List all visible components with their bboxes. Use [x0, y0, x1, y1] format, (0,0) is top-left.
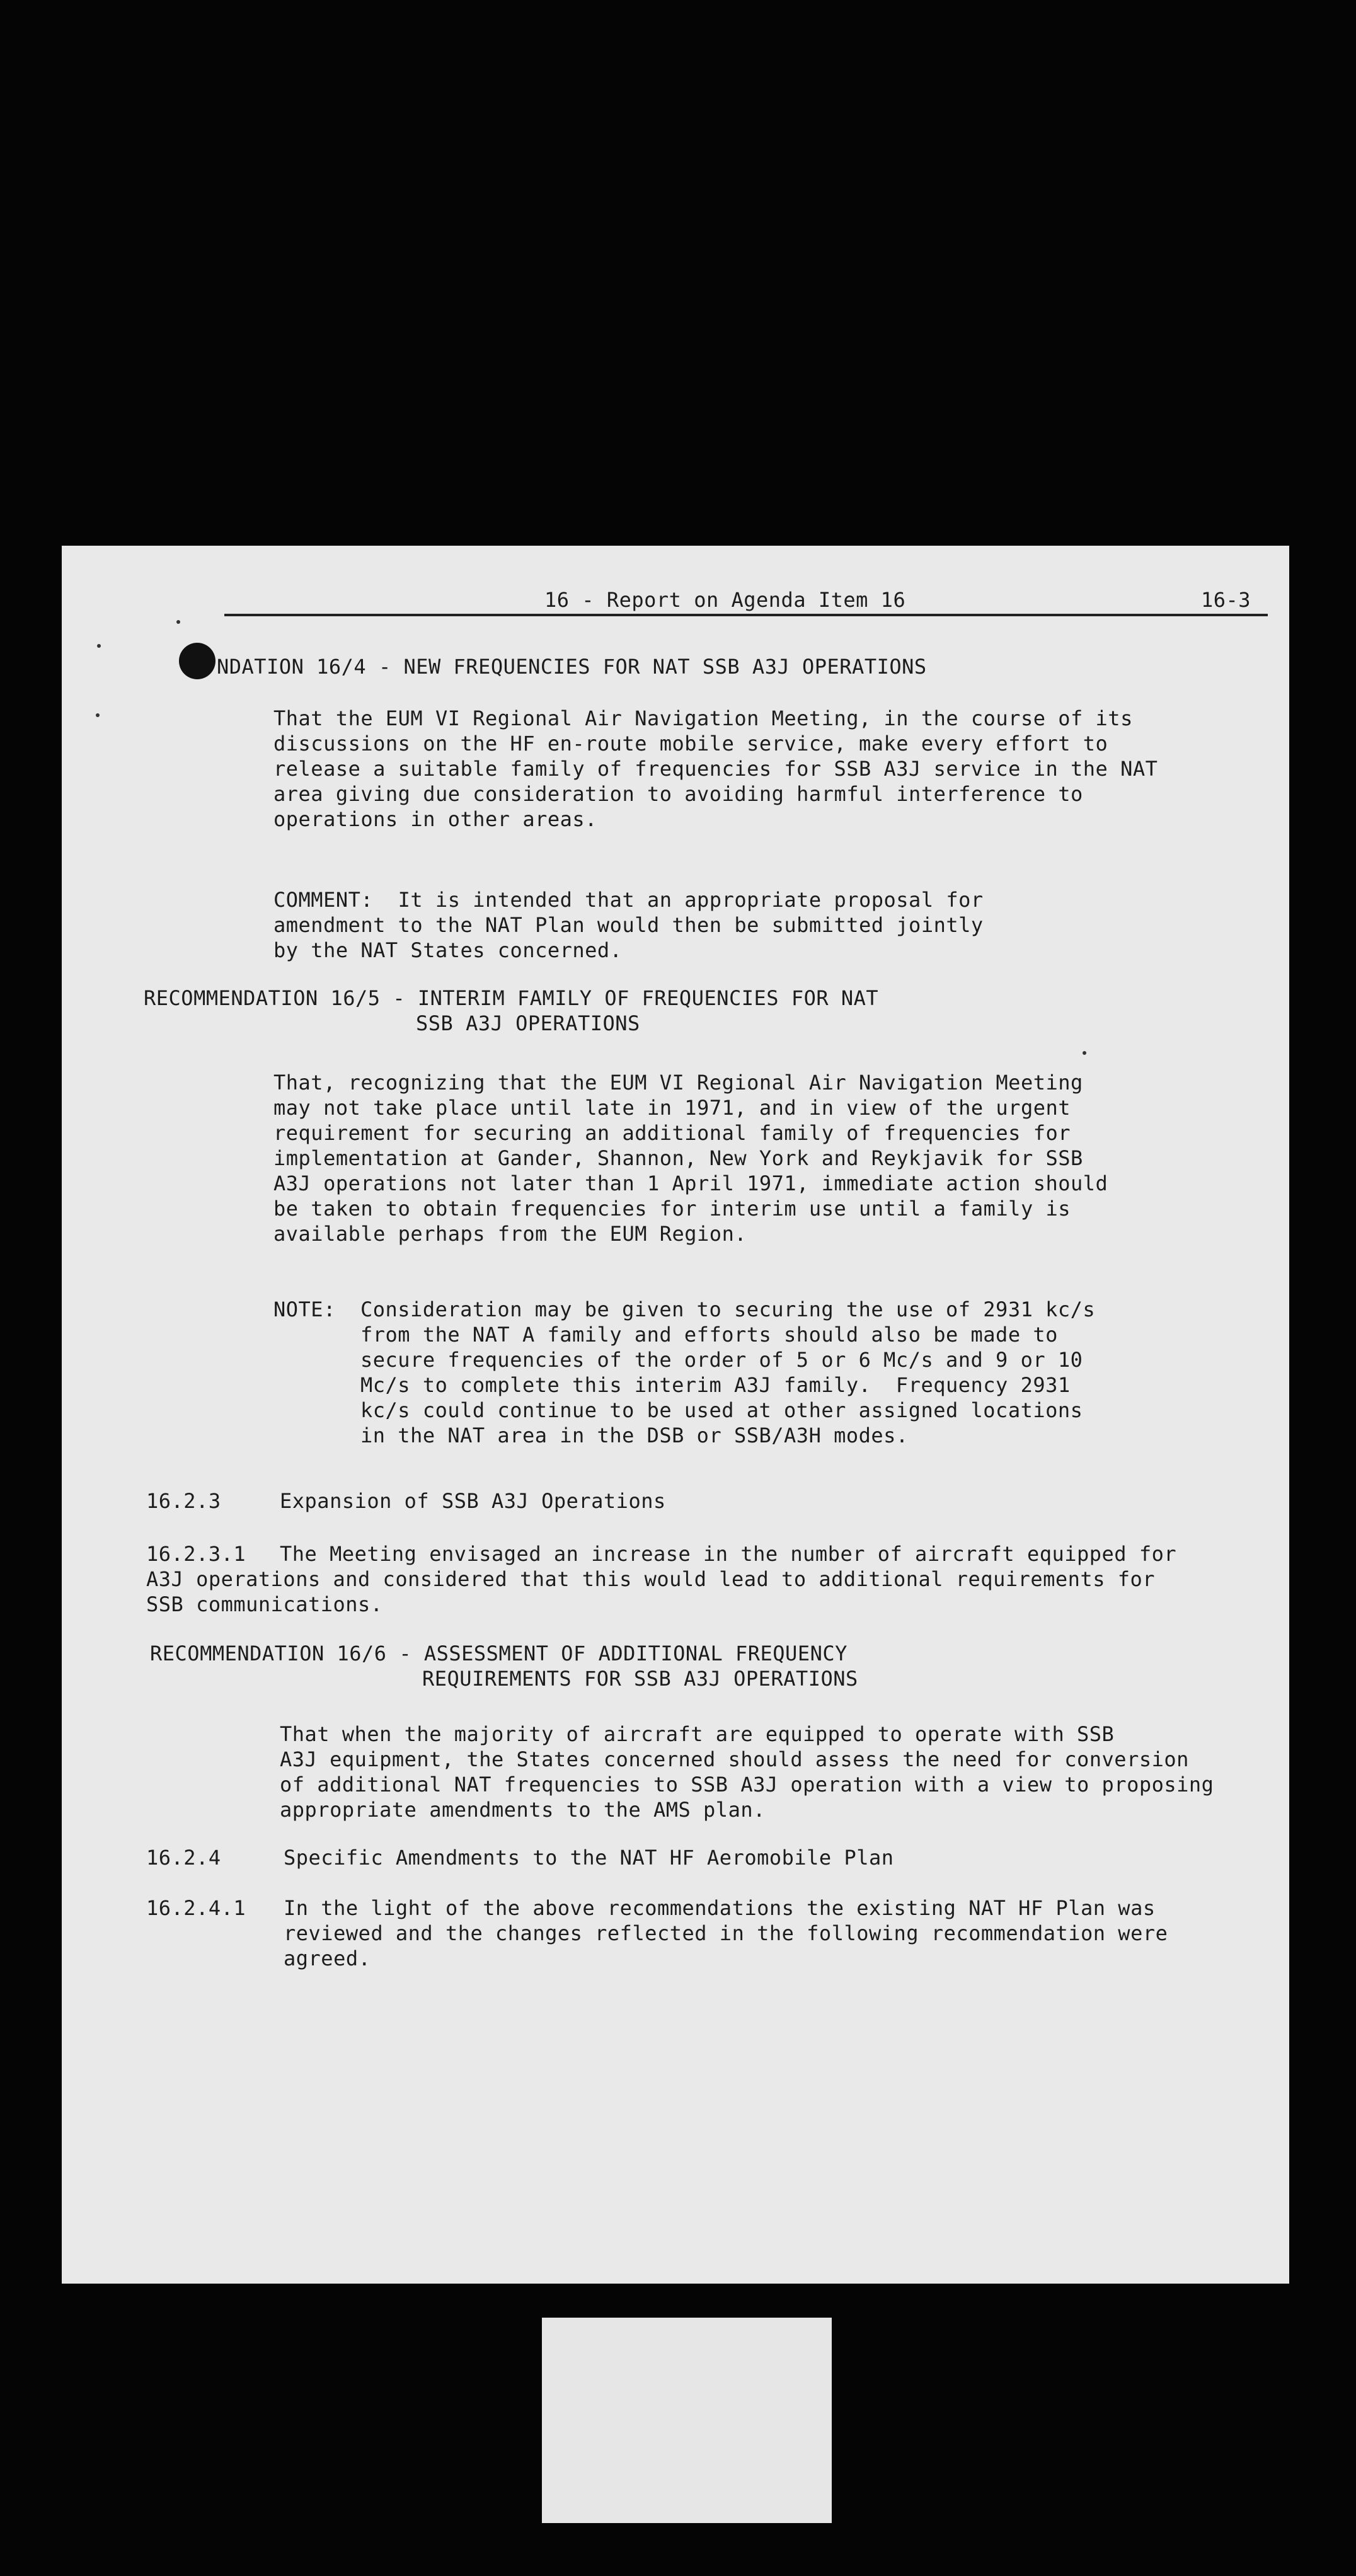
text-line: operations in other areas.	[273, 807, 597, 831]
rec-16-5-heading: RECOMMENDATION 16/5 - INTERIM FAMILY OF FREQUENCIES FOR NAT	[144, 986, 879, 1010]
text-line: discussions on the HF en-route mobile service, make every effort to	[273, 732, 1108, 756]
section-title: Expansion of SSB A3J Operations	[280, 1489, 666, 1513]
running-header-title: 16 - Report on Agenda Item 16	[544, 588, 906, 612]
paragraph-number: 16.2.3.1	[146, 1542, 246, 1566]
page-number: 16-3	[1201, 588, 1251, 612]
text-line: COMMENT: It is intended that an appropriate proposal for	[273, 888, 984, 912]
rec-16-5-body	[273, 1070, 1108, 1246]
text-line: The Meeting envisaged an increase in the number of aircraft equipped for	[280, 1542, 1177, 1566]
section-number: 16.2.4	[146, 1846, 221, 1870]
text-line: from the NAT A family and efforts should also be made to	[360, 1323, 1058, 1347]
paragraph-16-2-4-1-body	[284, 1895, 1168, 1971]
rec-16-6-heading-cont: REQUIREMENTS FOR SSB A3J OPERATIONS	[422, 1667, 858, 1691]
rec-16-6-heading: RECOMMENDATION 16/6 - ASSESSMENT OF ADDITIONAL FREQUENCY	[150, 1642, 848, 1665]
text-line: amendment to the NAT Plan would then be submitted jointly	[273, 913, 984, 937]
rec-16-4-heading: NDATION 16/4 - NEW FREQUENCIES FOR NAT SSB A3J OPERATIONS	[217, 655, 927, 679]
text-line: in the NAT area in the DSB or SSB/A3H modes.	[360, 1423, 909, 1447]
rec-16-5-heading-cont: SSB A3J OPERATIONS	[416, 1011, 640, 1035]
text-line: A3J operations not later than 1 April 1971, immediate action should	[273, 1171, 1108, 1195]
rec-16-5-note	[360, 1297, 1095, 1448]
text-line: That the EUM VI Regional Air Navigation Meeting, in the course of its	[273, 706, 1133, 730]
text-line: That when the majority of aircraft are equipped to operate with SSB	[280, 1722, 1115, 1746]
text-line: of additional NAT frequencies to SSB A3J operation with a view to proposing	[280, 1773, 1214, 1797]
speck	[97, 644, 101, 648]
section-number: 16.2.3	[146, 1489, 221, 1513]
text-line: secure frequencies of the order of 5 or 6 Mc/s and 9 or 10	[360, 1348, 1083, 1372]
text-line: release a suitable family of frequencies for SSB A3J service in the NAT	[273, 757, 1158, 781]
text-line: kc/s could continue to be used at other assigned locations	[360, 1398, 1083, 1422]
header-rule	[224, 614, 1268, 616]
text-line: That, recognizing that the EUM VI Regional Air Navigation Meeting	[273, 1071, 1083, 1095]
rec-16-4-body	[273, 706, 1158, 832]
next-page-stub	[542, 2318, 832, 2523]
text-line: may not take place until late in 1971, and in view of the urgent	[273, 1096, 1071, 1120]
text-line: agreed.	[284, 1946, 371, 1970]
text-line: requirement for securing an additional family of frequencies for	[273, 1121, 1071, 1145]
text-line: area giving due consideration to avoiding harmful interference to	[273, 782, 1083, 806]
text-line: In the light of the above recommendations the existing NAT HF Plan was	[284, 1896, 1156, 1920]
text-line: be taken to obtain frequencies for interim use until a family is	[273, 1197, 1071, 1221]
paragraph-number: 16.2.4.1	[146, 1896, 246, 1920]
text-line: A3J equipment, the States concerned should assess the need for conversion	[280, 1747, 1189, 1771]
text-line: appropriate amendments to the AMS plan.	[280, 1798, 766, 1822]
speck	[176, 620, 180, 624]
text-line: implementation at Gander, Shannon, New York and Reykjavik for SSB	[273, 1146, 1083, 1170]
text-line: by the NAT States concerned.	[273, 938, 623, 962]
ink-blot	[179, 643, 215, 679]
section-title: Specific Amendments to the NAT HF Aeromobile Plan	[284, 1846, 894, 1870]
text-line: A3J operations and considered that this would lead to additional requirements for	[146, 1567, 1156, 1591]
note-label: NOTE:	[273, 1297, 336, 1321]
text-line: reviewed and the changes reflected in the following recommendation were	[284, 1921, 1168, 1945]
text-line: Mc/s to complete this interim A3J family. Frequency 2931	[360, 1373, 1071, 1397]
text-line: Consideration may be given to securing the use of 2931 kc/s	[360, 1297, 1096, 1321]
rec-16-4-comment	[273, 887, 984, 963]
speck	[1083, 1051, 1086, 1055]
text-line: available perhaps from the EUM Region.	[273, 1222, 747, 1246]
document-page	[62, 546, 1289, 2284]
text-line: SSB communications.	[146, 1592, 383, 1616]
rec-16-6-body	[280, 1722, 1214, 1822]
speck	[96, 713, 100, 717]
